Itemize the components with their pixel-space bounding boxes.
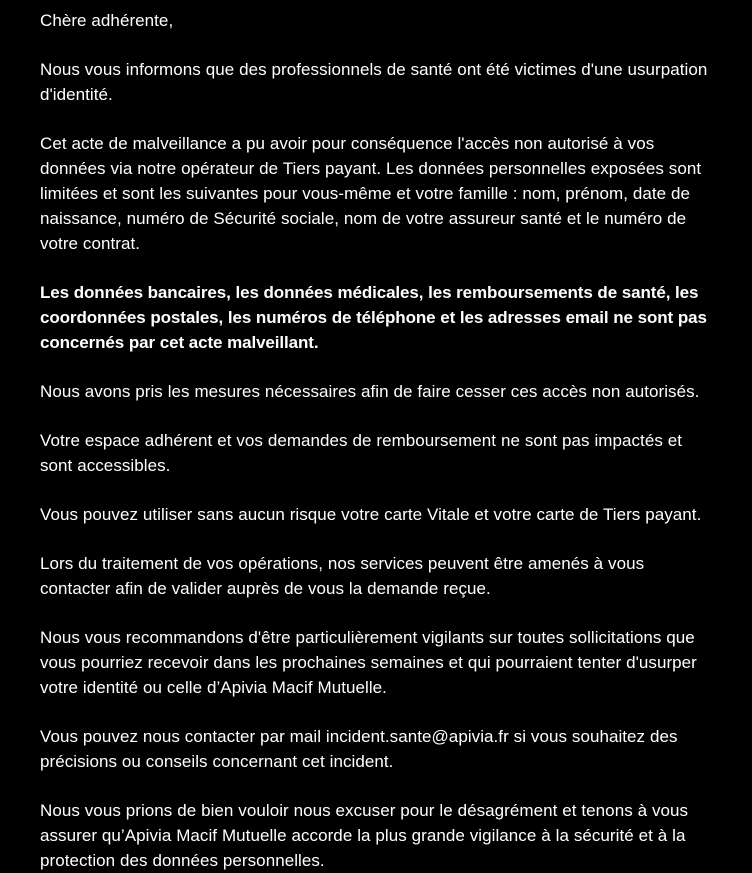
paragraph-notification-intro: Nous vous informons que des professionnels de santé ont été victimes d'une usurpation d'identité. — [40, 60, 708, 104]
paragraph-verification-contact: Lors du traitement de vos opérations, nos services peuvent être amenés à vous contacter afin de valider auprès de vous la demande reçue. — [40, 554, 645, 598]
paragraph-salutation: Chère adhérente, — [40, 11, 174, 30]
paragraph-member-space-unaffected: Votre espace adhérent et vos demandes de remboursement ne sont pas impactés et sont accessibles. — [40, 431, 683, 475]
paragraph-data-not-concerned: Les données bancaires, les données médicales, les remboursements de santé, les coordonnées postales, les numéros de téléphone et les adresses email ne sont pas concernés par cet acte malveillant. — [40, 283, 707, 352]
paragraph-vigilance-recommendation: Nous vous recommandons d'être particulièrement vigilants sur toutes sollicitations que vous pourriez recevoir dans les prochaines semaines et qui pourraient tenter d'usurper votre identité ou celle d’Apivia Macif Mutuelle. — [40, 628, 697, 697]
paragraph-measures-taken: Nous avons pris les mesures nécessaires afin de faire cesser ces accès non autorisés. — [40, 382, 700, 401]
paragraph-exposed-data: Cet acte de malveillance a pu avoir pour conséquence l'accès non autorisé à vos données via notre opérateur de Tiers payant. Les données personnelles exposées sont limitées et sont les suivantes pour vous-même et votre famille : nom, prénom, date de naissance, numéro de Sécurité sociale, nom de votre assureur santé et le numéro de votre contrat. — [40, 134, 702, 253]
paragraph-cards-safe: Vous pouvez utiliser sans aucun risque votre carte Vitale et votre carte de Tiers payant. — [40, 505, 702, 524]
paragraph-apology-closing: Nous vous prions de bien vouloir nous excuser pour le désagrément et tenons à vous assurer qu’Apivia Macif Mutuelle accorde la plus grande vigilance à la sécurité et à la protection des données personnelles. — [40, 801, 689, 870]
paragraph-contact-information: Vous pouvez nous contacter par mail incident.sante@apivia.fr si vous souhaitez des précisions ou conseils concernant cet incident. — [40, 727, 678, 771]
